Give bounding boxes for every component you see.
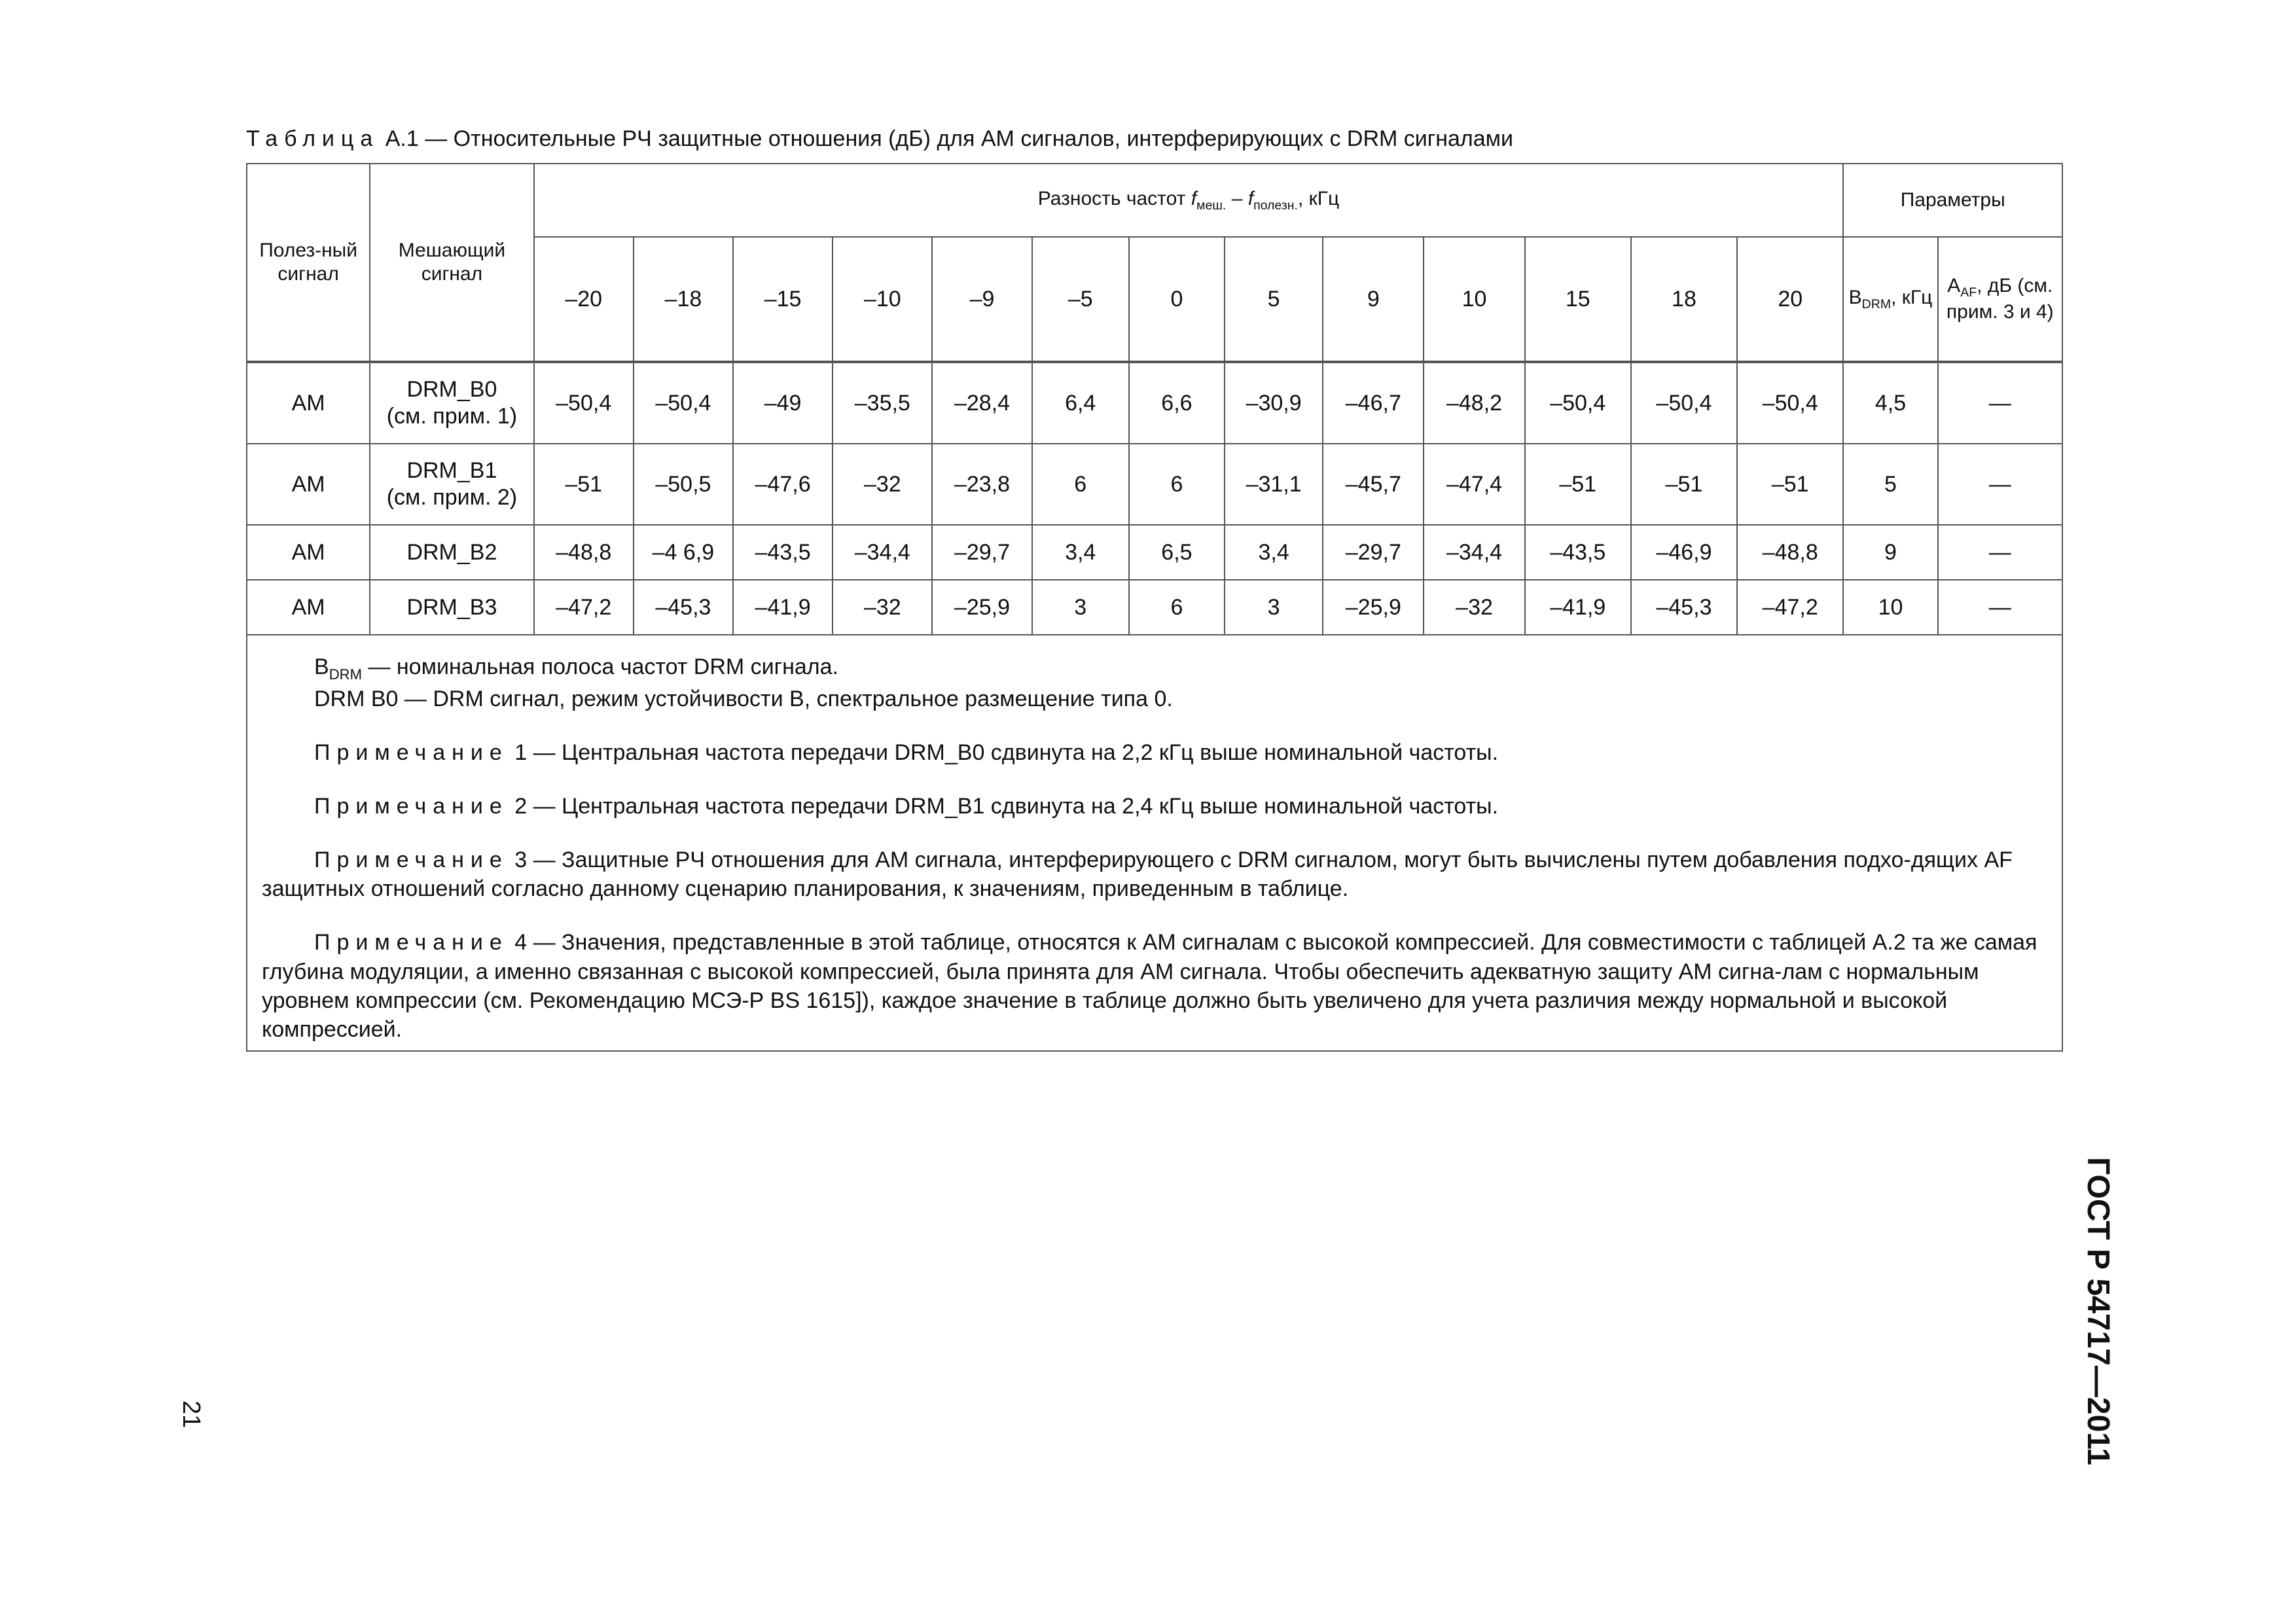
cell-ratio-value: –47,2: [534, 580, 634, 635]
cell-bdrm: 9: [1843, 525, 1937, 580]
interfering-note-ref: (см. прим. 1): [386, 404, 518, 429]
header-freq-1: –18: [634, 237, 733, 361]
cell-interfering-signal: [370, 363, 533, 444]
cell-ratio-value: –31,1: [1225, 444, 1323, 525]
cell-ratio-value: –50,4: [534, 363, 634, 444]
cell-useful-signal: АМ: [247, 525, 370, 580]
header-bdrm: $B_{DRM}$, кГц: [1843, 237, 1937, 361]
cell-ratio-value: 6,4: [1032, 363, 1129, 444]
cell-ratio-value: –41,9: [1525, 580, 1631, 635]
cell-ratio-value: –43,5: [733, 525, 833, 580]
cell-ratio-value: –34,4: [833, 525, 932, 580]
cell-ratio-value: 6,6: [1129, 363, 1225, 444]
header-parameters: Параметры: [1843, 164, 2062, 237]
table-row: [247, 580, 2062, 635]
cell-ratio-value: 3: [1225, 580, 1323, 635]
interfering-mode: DRM_B0: [406, 377, 497, 402]
cell-aaf: —: [1938, 580, 2062, 635]
interfering-mode: DRM_B2: [406, 539, 497, 565]
table-caption: [246, 126, 1513, 152]
cell-ratio-value: –28,4: [932, 363, 1031, 444]
caption-text: А.1 — Относительные РЧ защитные отношения (дБ) для АМ сигналов, интерферирующих с DRM сигналами: [379, 126, 1514, 151]
cell-ratio-value: –25,9: [932, 580, 1031, 635]
note-4: Примечание 4 — Значения, представленные в этой таблице, относятся к АМ сигналам с высокой компрессией. Для совместимости с таблицей А.2 та же самая глубина модуляции, а именно связанная с высокой компрессией, была принята для АМ сигнала. Чтобы обеспечить адекватную защиту АМ сигна-лам с нормальным уровнем компрессии (см. Рекомендацию МСЭ-Р BS 1615]), каждое значение в таблице должно быть увеличено для учета различия между нормальной и высокой компрессией.: [262, 930, 2037, 1043]
note-3: Примечание 3 — Защитные РЧ отношения для АМ сигнала, интерферирующего с DRM сигналом, могут быть вычислены путем добавления подхо-дящих AF защитных отношений согласно данному сценарию планирования, к значениям, приведенным в таблице.: [262, 847, 2013, 902]
table-row: [247, 363, 2062, 444]
header-freq-3: –10: [833, 237, 932, 361]
cell-ratio-value: –49: [733, 363, 833, 444]
cell-bdrm: 5: [1843, 444, 1937, 525]
header-freq-9: 10: [1424, 237, 1524, 361]
cell-ratio-value: –47,2: [1737, 580, 1843, 635]
cell-bdrm: 4,5: [1843, 363, 1937, 444]
cell-ratio-value: 3,4: [1225, 525, 1323, 580]
cell-ratio-value: –29,7: [932, 525, 1031, 580]
cell-ratio-value: –4 6,9: [634, 525, 733, 580]
cell-ratio-value: –51: [534, 444, 634, 525]
cell-useful-signal: АМ: [247, 363, 370, 444]
table-notes: [247, 635, 2062, 1051]
note-2: Примечание 2 — Центральная частота передачи DRM_B1 сдвинута на 2,4 кГц выше номинальной частоты.: [314, 793, 1499, 819]
cell-aaf: —: [1938, 363, 2062, 444]
cell-ratio-value: –51: [1631, 444, 1737, 525]
interfering-mode: DRM_B3: [406, 594, 497, 620]
cell-ratio-value: –51: [1737, 444, 1843, 525]
note-bdrm: $B_{DRM}$ — номинальная полоса частот DRM сигнала.: [314, 654, 838, 683]
cell-useful-signal: АМ: [247, 444, 370, 525]
cell-ratio-value: –34,4: [1424, 525, 1524, 580]
cell-ratio-value: 3,4: [1032, 525, 1129, 580]
table-row: [247, 444, 2062, 525]
header-freq-11: 18: [1631, 237, 1737, 361]
cell-ratio-value: –30,9: [1225, 363, 1323, 444]
cell-ratio-value: –45,3: [634, 580, 733, 635]
cell-interfering-signal: [370, 444, 533, 525]
protection-ratio-table: [246, 163, 2063, 1052]
cell-useful-signal: АМ: [247, 580, 370, 635]
note-1: Примечание 1 — Центральная частота передачи DRM_B0 сдвинута на 2,2 кГц выше номинальной частоты.: [314, 740, 1499, 765]
caption-prefix: Таблица: [246, 126, 380, 151]
cell-ratio-value: –50,4: [634, 363, 733, 444]
cell-ratio-value: –50,5: [634, 444, 733, 525]
header-aaf: $A_{AF}$, дБ (см. прим. 3 и 4): [1938, 237, 2062, 361]
cell-ratio-value: 6: [1129, 444, 1225, 525]
cell-ratio-value: –32: [833, 580, 932, 635]
cell-ratio-value: –46,9: [1631, 525, 1737, 580]
cell-ratio-value: –25,9: [1323, 580, 1424, 635]
table-row: [247, 525, 2062, 580]
cell-aaf: —: [1938, 525, 2062, 580]
interfering-mode: DRM_B1: [406, 458, 497, 484]
cell-ratio-value: –50,4: [1525, 363, 1631, 444]
cell-bdrm: 10: [1843, 580, 1937, 635]
header-freq-8: 9: [1323, 237, 1424, 361]
cell-ratio-value: –32: [1424, 580, 1524, 635]
cell-interfering-signal: [370, 525, 533, 580]
header-freq-12: 20: [1737, 237, 1843, 361]
cell-ratio-value: –41,9: [733, 580, 833, 635]
cell-ratio-value: 6: [1129, 580, 1225, 635]
cell-ratio-value: –48,8: [534, 525, 634, 580]
header-freq-4: –9: [932, 237, 1031, 361]
cell-ratio-value: –47,4: [1424, 444, 1524, 525]
cell-ratio-value: –23,8: [932, 444, 1031, 525]
cell-ratio-value: –29,7: [1323, 525, 1424, 580]
document-code: ГОСТ Р 54717—2011: [2081, 1157, 2115, 1465]
interfering-note-ref: (см. прим. 2): [386, 485, 518, 510]
cell-ratio-value: –47,6: [733, 444, 833, 525]
header-frequency-difference: Разность частот $f_{меш.} - f_{полезн.}$, кГц: [534, 164, 1844, 237]
header-useful-signal: Полез-ный сигнал: [247, 164, 370, 361]
cell-ratio-value: 6,5: [1129, 525, 1225, 580]
cell-ratio-value: –51: [1525, 444, 1631, 525]
header-interfering-signal: Мешающий сигнал: [370, 164, 533, 361]
cell-ratio-value: –32: [833, 444, 932, 525]
note-drm-b0: DRM B0 — DRM сигнал, режим устойчивости B, спектральное размещение типа 0.: [314, 686, 1173, 711]
header-freq-2: –15: [733, 237, 833, 361]
cell-ratio-value: –45,7: [1323, 444, 1424, 525]
header-freq-5: –5: [1032, 237, 1129, 361]
cell-ratio-value: –46,7: [1323, 363, 1424, 444]
cell-ratio-value: –50,4: [1631, 363, 1737, 444]
cell-interfering-signal: [370, 580, 533, 635]
cell-ratio-value: –48,8: [1737, 525, 1843, 580]
cell-ratio-value: –45,3: [1631, 580, 1737, 635]
cell-ratio-value: 3: [1032, 580, 1129, 635]
header-freq-6: 0: [1129, 237, 1225, 361]
cell-ratio-value: –48,2: [1424, 363, 1524, 444]
header-freq-0: –20: [534, 237, 634, 361]
header-freq-7: 5: [1225, 237, 1323, 361]
cell-aaf: —: [1938, 444, 2062, 525]
page-number: 21: [177, 1400, 205, 1429]
header-freq-10: 15: [1525, 237, 1631, 361]
cell-ratio-value: –50,4: [1737, 363, 1843, 444]
cell-ratio-value: –35,5: [833, 363, 932, 444]
cell-ratio-value: –43,5: [1525, 525, 1631, 580]
cell-ratio-value: 6: [1032, 444, 1129, 525]
